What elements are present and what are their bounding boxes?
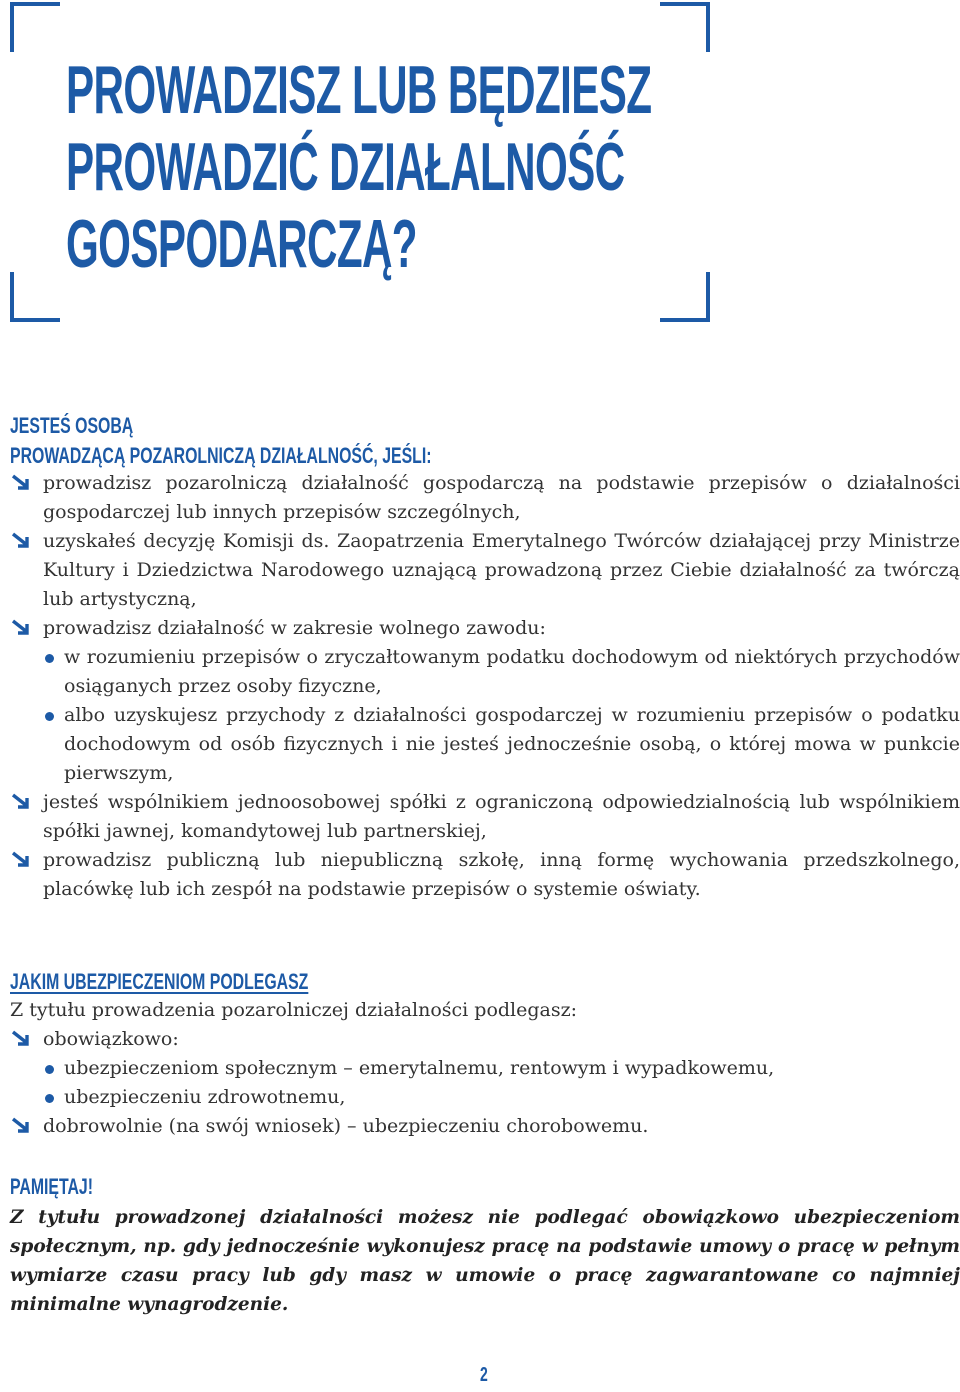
intro-text: Z tytułu prowadzenia pozarolniczej działalności podlegasz: [10,999,578,1021]
arrow-down-right-icon [10,1116,32,1136]
sub-list-item-text: ubezpieczeniu zdrowotnemu, [64,1086,346,1108]
frame-corner-top-right [660,2,710,52]
list-item-text: obowiązkowo: [43,1028,179,1050]
frame-corner-bottom-left [10,272,60,322]
list-item [10,469,960,527]
list-item-text: prowadzisz publiczną lub niepubliczną szkołę, inną formę wychowania przedszkolnego, placówkę lub ich zespół na podstawie przepisów o systemie oświaty. [43,849,960,900]
section-heading: JAKIM UBEZPIECZENIOM PODLEGASZ [10,969,309,994]
section-heading-line-1: JESTEŚ OSOBĄ [10,413,134,438]
bullet-dot-icon [45,712,54,721]
remember-heading: PAMIĘTAJ! [10,1174,94,1199]
list-item [10,614,960,643]
section-who [10,412,960,904]
bullet-dot-icon [45,1065,54,1074]
list-item [10,1025,960,1054]
frame-corner-bottom-right [660,272,710,322]
page-title [66,52,652,283]
sub-list-item [10,1054,960,1083]
arrow-down-right-icon [10,473,32,493]
arrow-down-right-icon [10,618,32,638]
list-item-text: prowadzisz działalność w zakresie wolnego zawodu: [43,617,546,639]
list-item [10,527,960,614]
sub-list-item [10,701,960,788]
title-line-3: GOSPODARCZĄ? [66,206,417,282]
title-line-1: PROWADZISZ LUB BĘDZIESZ [66,52,652,128]
section-heading-line-2: PROWADZĄCĄ POZAROLNICZĄ DZIAŁALNOŚĆ, JEŚLI: [10,443,432,468]
list-item-text: dobrowolnie (na swój wniosek) – ubezpieczeniu chorobowemu. [43,1115,649,1137]
arrow-down-right-icon [10,531,32,551]
list-item-text: uzyskałeś decyzję Komisji ds. Zaopatrzenia Emerytalnego Twórców działającej przy Ministrze Kultury i Dziedzictwa Narodowego uznającą prowadzoną przez Ciebie działalność za twórczą lub artystyczną, [43,530,960,610]
sub-list-item-text: w rozumieniu przepisów o zryczałtowanym podatku dochodowym od niektórych przychodów osiąganych przez osoby fizyczne, [64,646,960,697]
bullet-dot-icon [45,1094,54,1103]
arrow-down-right-icon [10,1029,32,1049]
bullet-dot-icon [45,654,54,663]
title-line-2: PROWADZIĆ DZIAŁALNOŚĆ [66,129,625,205]
sub-list-item [10,1083,960,1112]
sub-list-item-text: ubezpieczeniom społecznym – emerytalnemu, rentowym i wypadkowemu, [64,1057,775,1079]
arrow-down-right-icon [10,850,32,870]
arrow-down-right-icon [10,792,32,812]
sub-list-item-text: albo uzyskujesz przychody z działalności gospodarczej w rozumieniu przepisów o podatku dochodowym od osób fizycznych i nie jesteś jednocześnie osobą, o której mowa w punkcie pierwszym, [64,704,960,784]
list-item-text: prowadzisz pozarolniczą działalność gospodarczą na podstawie przepisów o działalności gospodarczej lub innych przepisów szczególnych, [43,472,960,523]
section-remember [10,1173,960,1319]
list-item [10,846,960,904]
remember-text: Z tytułu prowadzonej działalności możesz nie podlegać obowiązkowo ubezpieczeniom społecznym, np. gdy jednocześnie wykonujesz pracę na podstawie umowy o pracę w pełnym wymiarze czasu pracy lub gdy masz w umowie o pracę zagwarantowane co najmniej minimalne wynagrodzenie. [10,1207,960,1315]
section-insurance [10,968,960,1141]
list-item [10,788,960,846]
list-item-text: jesteś wspólnikiem jednoosobowej spółki z ograniczoną odpowiedzialnością lub wspólnikiem spółki jawnej, komandytowej lub partnerskiej, [43,791,960,842]
page-number: 2 [480,1364,488,1386]
frame-corner-top-left [10,2,60,52]
list-item [10,1112,960,1141]
sub-list-item [10,643,960,701]
